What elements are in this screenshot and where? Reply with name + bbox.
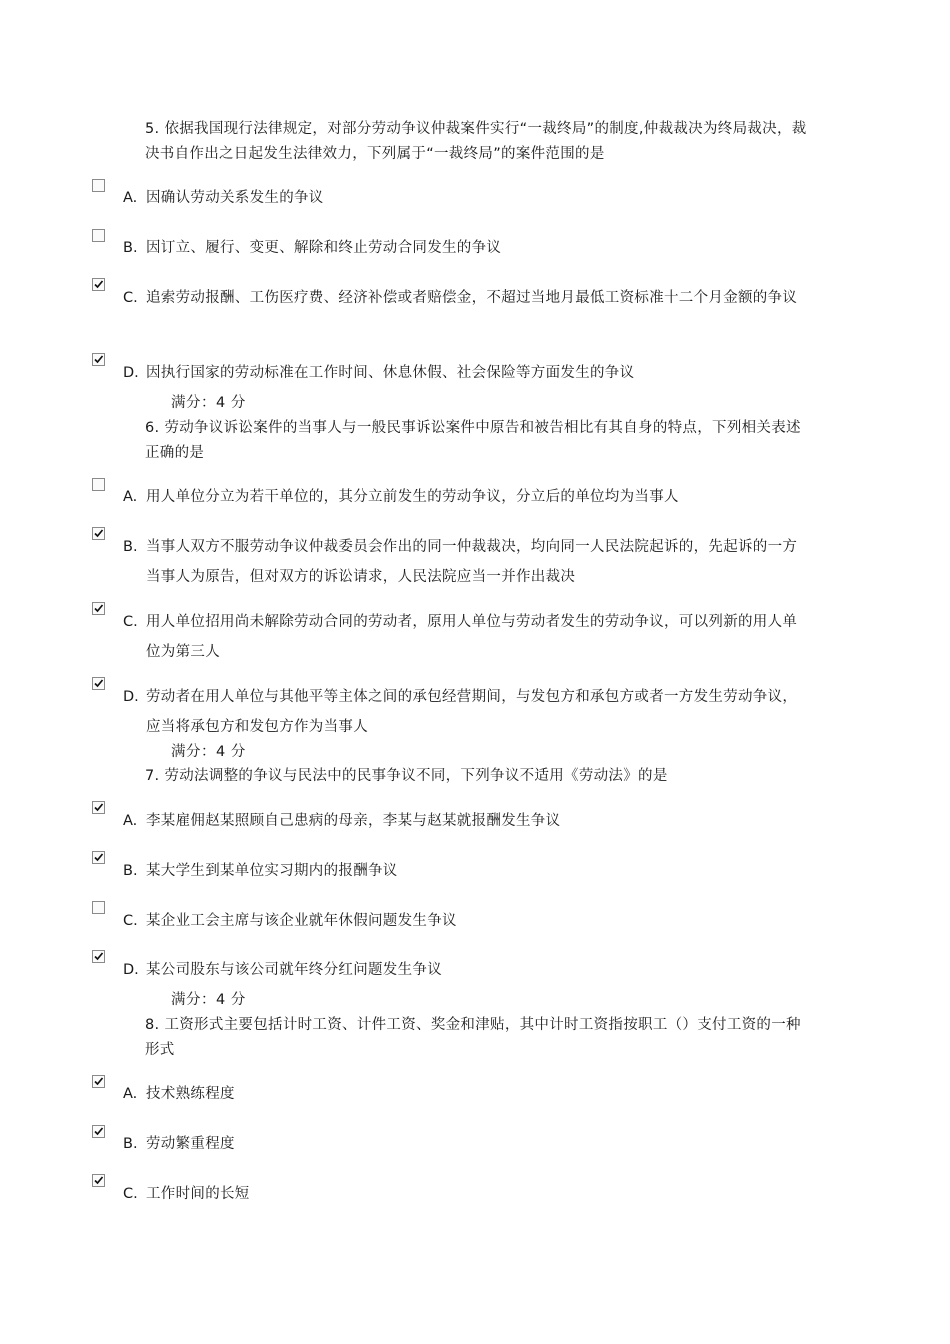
option-text: 因确认劳动关系发生的争议 [146, 190, 324, 206]
option-text: 追索劳动报酬、工伤医疗费、经济补偿或者赔偿金，不超过当地月最低工资标准十二个月金额的争议 [146, 290, 798, 306]
option-letter: A. [123, 190, 138, 206]
option-text: 劳动者在用人单位与其他平等主体之间的承包经营期间，与发包方和承包方或者一方发生劳动争议，应当将承包方和发包方作为当事人 [146, 689, 798, 735]
checkbox[interactable] [92, 801, 105, 814]
question-5-text [145, 117, 810, 167]
option-text: 当事人双方不服劳动争议仲裁委员会作出的同一仲裁裁决，均向同一人民法院起诉的，先起诉的一方当事人为原告，但对双方的诉讼请求，人民法院应当一并作出裁决 [146, 539, 798, 585]
question-number: 6. [145, 420, 160, 436]
option-letter: B. [123, 240, 138, 256]
option-letter: D. [123, 962, 139, 978]
checkbox[interactable] [92, 602, 105, 615]
option-letter: A. [123, 1086, 138, 1102]
option-letter: C. [123, 913, 138, 929]
question-6-text [145, 416, 810, 466]
checkbox[interactable] [92, 851, 105, 864]
question-body: 工资形式主要包括计时工资、计件工资、奖金和津贴，其中计时工资指按职工（）支付工资的一种形式 [145, 1017, 801, 1058]
checkbox[interactable] [92, 950, 105, 963]
checkbox[interactable] [92, 527, 105, 540]
checkmark-icon [93, 852, 104, 863]
option-text: 用人单位分立为若干单位的，其分立前发生的劳动争议，分立后的单位均为当事人 [146, 489, 679, 505]
checkmark-icon [93, 1175, 104, 1186]
option-letter: C. [123, 290, 138, 306]
option-letter: C. [123, 1186, 138, 1202]
option-text: 用人单位招用尚未解除劳动合同的劳动者，原用人单位与劳动者发生的劳动争议，可以列新的用人单位为第三人 [146, 614, 798, 660]
option-text: 因订立、履行、变更、解除和终止劳动合同发生的争议 [146, 240, 502, 256]
checkbox[interactable] [92, 353, 105, 366]
checkmark-icon [93, 1076, 104, 1087]
checkmark-icon [93, 678, 104, 689]
question-7-text [145, 764, 810, 789]
checkmark-icon [93, 354, 104, 365]
checkbox[interactable] [92, 278, 105, 291]
checkbox[interactable] [92, 1174, 105, 1187]
checkbox[interactable] [92, 229, 105, 242]
option-letter: D. [123, 365, 139, 381]
question-number: 5. [145, 121, 160, 137]
option-letter: B. [123, 539, 138, 555]
option-text: 某公司股东与该公司就年终分红问题发生争议 [146, 962, 442, 978]
checkbox[interactable] [92, 1125, 105, 1138]
option-letter: D. [123, 689, 139, 705]
option-text: 工作时间的长短 [146, 1186, 250, 1202]
question-number: 8. [145, 1017, 160, 1033]
question-7-score: 满分：4 分 [171, 992, 246, 1008]
question-body: 劳动法调整的争议与民法中的民事争议不同，下列争议不适用《劳动法》的是 [164, 768, 668, 784]
option-text: 因执行国家的劳动标准在工作时间、休息休假、社会保险等方面发生的争议 [146, 365, 635, 381]
question-number: 7. [145, 768, 160, 784]
option-text: 某大学生到某单位实习期内的报酬争议 [146, 863, 398, 879]
checkmark-icon [93, 603, 104, 614]
option-letter: A. [123, 813, 138, 829]
checkbox[interactable] [92, 677, 105, 690]
checkbox[interactable] [92, 1075, 105, 1088]
question-6-score: 满分：4 分 [171, 744, 246, 760]
checkmark-icon [93, 1126, 104, 1137]
checkbox[interactable] [92, 478, 105, 491]
question-8-text [145, 1013, 810, 1063]
checkmark-icon [93, 951, 104, 962]
checkmark-icon [93, 802, 104, 813]
option-letter: B. [123, 1136, 138, 1152]
option-letter: A. [123, 489, 138, 505]
checkbox[interactable] [92, 179, 105, 192]
checkmark-icon [93, 279, 104, 290]
option-text: 某企业工会主席与该企业就年休假问题发生争议 [146, 913, 457, 929]
option-letter: B. [123, 863, 138, 879]
option-text: 技术熟练程度 [146, 1086, 235, 1102]
option-text: 劳动繁重程度 [146, 1136, 235, 1152]
checkbox[interactable] [92, 901, 105, 914]
question-body: 依据我国现行法律规定，对部分劳动争议仲裁案件实行“一裁终局”的制度,仲裁裁决为终局裁决，裁决书自作出之日起发生法律效力，下列属于“一裁终局”的案件范围的是 [145, 121, 807, 162]
option-letter: C. [123, 614, 138, 630]
question-5-score: 满分：4 分 [171, 395, 246, 411]
checkmark-icon [93, 528, 104, 539]
option-text: 李某雇佣赵某照顾自己患病的母亲，李某与赵某就报酬发生争议 [146, 813, 561, 829]
question-body: 劳动争议诉讼案件的当事人与一般民事诉讼案件中原告和被告相比有其自身的特点，下列相关表述正确的是 [145, 420, 801, 461]
